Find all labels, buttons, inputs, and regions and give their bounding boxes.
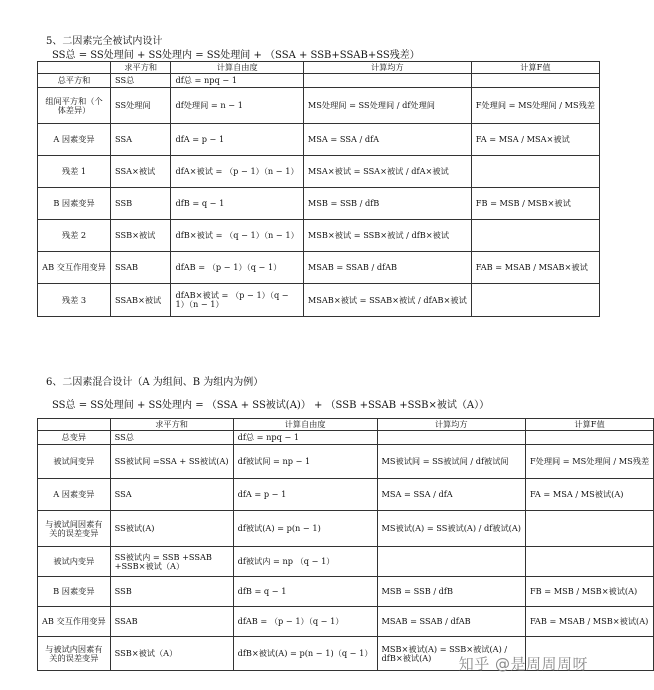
ms-cell <box>377 431 525 445</box>
f-cell <box>471 220 599 252</box>
source-cell: 总变异 <box>38 431 111 445</box>
ms-cell <box>377 547 525 577</box>
header-cell: 求平方和 <box>111 62 171 74</box>
table-row <box>38 88 600 124</box>
source-cell: A 因素变异 <box>38 124 111 156</box>
ms-cell: MSA = SSA / dfA <box>377 479 525 511</box>
f-cell: FB = MSB / MSB×被试(A) <box>525 577 653 607</box>
header-cell: 计算均方 <box>377 419 525 431</box>
ss-cell: SSAB <box>111 252 171 284</box>
f-cell: FA = MSA / MS被试(A) <box>525 479 653 511</box>
df-cell: dfAB = （p − 1）（q − 1） <box>233 607 377 637</box>
header-cell <box>38 419 111 431</box>
table-row <box>38 547 654 577</box>
source-cell: 与被试内因素有关的误差变异 <box>38 637 111 671</box>
df-cell: df被试内 = np （q − 1） <box>233 547 377 577</box>
ss-cell: SSA <box>111 124 171 156</box>
source-cell: 残差 3 <box>38 284 111 317</box>
ss-cell: SS被试内 = SSB +SSAB +SSB×被试（A） <box>110 547 233 577</box>
df-cell: df被试间 = np − 1 <box>233 445 377 479</box>
table-row <box>38 445 654 479</box>
ms-cell: MSAB = SSAB / dfAB <box>377 607 525 637</box>
df-cell: dfB×被试(A) = p(n − 1)（q − 1） <box>233 637 377 671</box>
df-cell: df总 = npq − 1 <box>233 431 377 445</box>
ss-cell: SSB <box>110 577 233 607</box>
table-row <box>38 156 600 188</box>
table-header-row <box>38 419 654 431</box>
df-cell: df被试(A) = p(n − 1) <box>233 511 377 547</box>
ss-cell: SS处理间 <box>111 88 171 124</box>
f-cell <box>471 284 599 317</box>
section6-heading: 6、二因素混合设计（A 为组间、B 为组内为例） <box>46 377 264 388</box>
df-cell: dfAB = （p − 1）（q − 1） <box>171 252 303 284</box>
ms-cell: MSAB = SSAB / dfAB <box>303 252 471 284</box>
ms-cell: MSB×被试(A) = SSB×被试(A) / dfB×被试(A) <box>377 637 525 671</box>
ss-cell: SS总 <box>110 431 233 445</box>
ms-cell: MSB = SSB / dfB <box>303 188 471 220</box>
source-cell: 残差 1 <box>38 156 111 188</box>
table-row <box>38 511 654 547</box>
table-row <box>38 577 654 607</box>
ss-cell: SSB×被试（A） <box>110 637 233 671</box>
ms-cell: MSA = SSA / dfA <box>303 124 471 156</box>
f-cell <box>471 74 599 88</box>
ms-cell: MSAB×被试 = SSAB×被试 / dfAB×被试 <box>303 284 471 317</box>
ss-cell: SSAB×被试 <box>111 284 171 317</box>
f-cell: FB = MSB / MSB×被试 <box>471 188 599 220</box>
ms-cell: MS处理间 = SS处理间 / df处理间 <box>303 88 471 124</box>
table-row <box>38 284 600 317</box>
source-cell: B 因素变异 <box>38 577 111 607</box>
source-cell: AB 交互作用变异 <box>38 607 111 637</box>
ms-cell <box>303 74 471 88</box>
df-cell: df处理间 = n − 1 <box>171 88 303 124</box>
table-row <box>38 607 654 637</box>
table-row <box>38 479 654 511</box>
watermark: 知乎 @是周周周呀 <box>458 655 588 673</box>
df-cell: dfA = p − 1 <box>171 124 303 156</box>
section5-table <box>37 61 600 317</box>
source-cell: B 因素变异 <box>38 188 111 220</box>
ms-cell: MSA×被试 = SSA×被试 / dfA×被试 <box>303 156 471 188</box>
source-cell: 总平方和 <box>38 74 111 88</box>
ss-cell: SSB <box>111 188 171 220</box>
source-cell: 被试间变异 <box>38 445 111 479</box>
table-row <box>38 188 600 220</box>
f-cell <box>525 431 653 445</box>
source-cell: 被试内变异 <box>38 547 111 577</box>
f-cell: F处理间 = MS处理间 / MS残差 <box>471 88 599 124</box>
header-cell: 计算自由度 <box>233 419 377 431</box>
df-cell: dfA = p − 1 <box>233 479 377 511</box>
ms-cell: MSB = SSB / dfB <box>377 577 525 607</box>
ss-cell: SSA×被试 <box>111 156 171 188</box>
source-cell: 与被试间因素有关的误差变异 <box>38 511 111 547</box>
section6-formula: SS总 = SS处理间 + SS处理内 = （SSA + SS被试(A)） + （SSB +SSAB +SSB×被试（A）） <box>52 400 490 411</box>
header-cell: 计算F值 <box>525 419 653 431</box>
table-row <box>38 124 600 156</box>
source-cell: A 因素变异 <box>38 479 111 511</box>
table-row <box>38 252 600 284</box>
header-cell: 计算均方 <box>303 62 471 74</box>
df-cell: df总 = npq − 1 <box>171 74 303 88</box>
table-row <box>38 431 654 445</box>
section6-table <box>37 418 654 671</box>
ms-cell: MSB×被试 = SSB×被试 / dfB×被试 <box>303 220 471 252</box>
source-cell: AB 交互作用变异 <box>38 252 111 284</box>
f-cell: FAB = MSAB / MSB×被试(A) <box>525 607 653 637</box>
section5-formula: SS总 = SS处理间 + SS处理内 = SS处理间 + （SSA + SSB+SSAB+SS残差） <box>52 50 420 61</box>
df-cell: dfA×被试 = （p − 1）（n − 1） <box>171 156 303 188</box>
f-cell: FAB = MSAB / MSAB×被试 <box>471 252 599 284</box>
df-cell: dfB = q − 1 <box>233 577 377 607</box>
df-cell: dfB×被试 = （q − 1）（n − 1） <box>171 220 303 252</box>
header-cell: 计算自由度 <box>171 62 303 74</box>
df-cell: dfB = q − 1 <box>171 188 303 220</box>
ss-cell: SSAB <box>110 607 233 637</box>
table-row <box>38 74 600 88</box>
header-cell: 计算F值 <box>471 62 599 74</box>
header-cell <box>38 62 111 74</box>
header-cell: 求平方和 <box>110 419 233 431</box>
ms-cell: MS被试间 = SS被试间 / df被试间 <box>377 445 525 479</box>
ss-cell: SS被试(A) <box>110 511 233 547</box>
ss-cell: SSA <box>110 479 233 511</box>
table-header-row <box>38 62 600 74</box>
f-cell: F处理间 = MS处理间 / MS残差 <box>525 445 653 479</box>
ss-cell: SSB×被试 <box>111 220 171 252</box>
f-cell: FA = MSA / MSA×被试 <box>471 124 599 156</box>
f-cell <box>471 156 599 188</box>
source-cell: 组间平方和（个体差异） <box>38 88 111 124</box>
table-row <box>38 220 600 252</box>
f-cell <box>525 547 653 577</box>
ms-cell: MS被试(A) = SS被试(A) / df被试(A) <box>377 511 525 547</box>
ss-cell: SS总 <box>111 74 171 88</box>
section5-heading: 5、二因素完全被试内设计 <box>46 36 163 47</box>
df-cell: dfAB×被试 = （p − 1）（q − 1）（n − 1） <box>171 284 303 317</box>
f-cell <box>525 511 653 547</box>
source-cell: 残差 2 <box>38 220 111 252</box>
ss-cell: SS被试间 =SSA + SS被试(A) <box>110 445 233 479</box>
